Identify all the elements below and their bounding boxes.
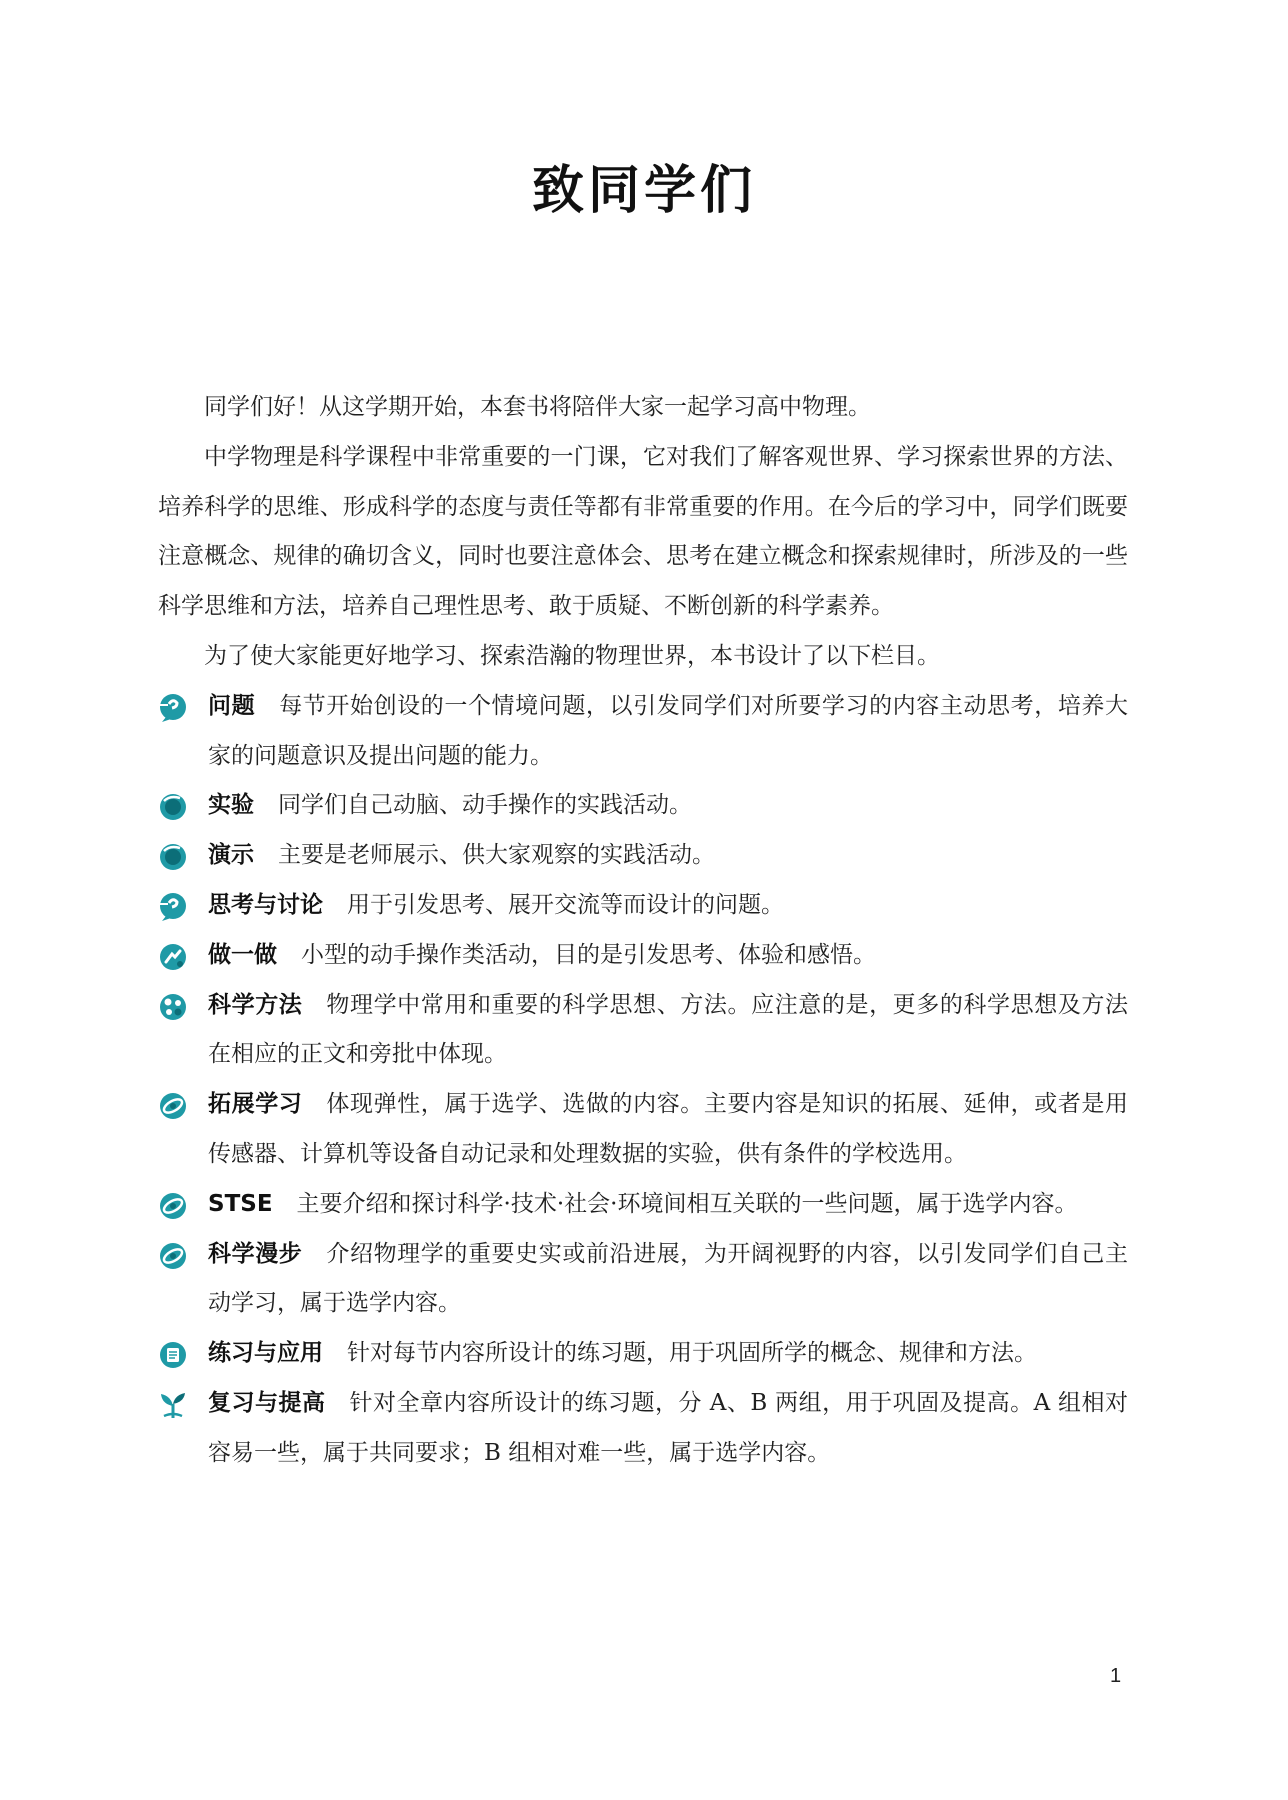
body-paragraph: 中学物理是科学课程中非常重要的一门课，它对我们了解客观世界、学习探索世界的方法、培养科学的思维、形成科学的态度与责任等都有非常重要的作用。在今后的学习中，同学们既要注意概念、规律的确切含义，同时也要注意体会、思考在建立概念和探索规律时，所涉及的一些科学思维和方法，培养自己理性思考、敢于质疑、不断创新的科学素养。	[158, 443, 1128, 620]
feature-item-experiment	[158, 781, 1128, 831]
feature-description: 同学们自己动脑、动手操作的实践活动。	[278, 792, 692, 819]
feature-description: 介绍物理学的重要史实或前沿进展，为开阔视野的内容，以引发同学们自己主动学习，属于选学内容。	[208, 1240, 1129, 1317]
discussion-bubble-icon	[158, 892, 188, 922]
notebook-icon	[158, 1340, 188, 1370]
feature-label: 复习与提高	[208, 1389, 326, 1416]
experiment-circle-icon	[158, 792, 188, 822]
feature-description: 物理学中常用和重要的科学思想、方法。应注意的是，更多的科学思想及方法在相应的正文和旁批中体现。	[208, 991, 1129, 1068]
feature-item-stse	[158, 1180, 1128, 1230]
feature-label: 问题	[208, 692, 256, 719]
question-bubble-icon	[158, 693, 188, 723]
feature-item-hands-on	[158, 931, 1128, 981]
feature-item-demonstration	[158, 831, 1128, 881]
molecule-icon	[158, 992, 188, 1022]
feature-label: 科学方法	[208, 991, 303, 1018]
feature-label: 科学漫步	[208, 1240, 303, 1267]
feature-item-science-walk	[158, 1230, 1128, 1330]
feature-description: 主要介绍和探讨科学·技术·社会·环境间相互关联的一些问题，属于选学内容。	[296, 1190, 1078, 1217]
feature-label: 拓展学习	[208, 1091, 303, 1118]
columns-intro-paragraph: 为了使大家能更好地学习、探索浩瀚的物理世界，本书设计了以下栏目。	[204, 642, 940, 669]
feature-item-extended-learning	[158, 1080, 1128, 1180]
feature-item-scientific-method	[158, 981, 1128, 1081]
feature-label: 做一做	[208, 941, 277, 968]
intro-paragraph: 同学们好！从这学期开始，本套书将陪伴大家一起学习高中物理。	[204, 394, 871, 420]
feature-description: 每节开始创设的一个情境问题，以引发同学们对所要学习的内容主动思考，培养大家的问题意识及提出问题的能力。	[208, 692, 1129, 769]
orbit-icon	[158, 1091, 188, 1121]
orbit-icon	[158, 1191, 188, 1221]
hand-activity-icon	[158, 942, 188, 972]
feature-description: 小型的动手操作类活动，目的是引发思考、体验和感悟。	[301, 941, 876, 968]
demonstration-circle-icon	[158, 842, 188, 872]
feature-label: 思考与讨论	[208, 891, 323, 918]
feature-description: 用于引发思考、展开交流等而设计的问题。	[347, 891, 784, 918]
page-number: 1	[1110, 1665, 1122, 1687]
sprout-icon	[158, 1390, 188, 1420]
page-title: 致同学们	[531, 160, 756, 221]
feature-description: 主要是老师展示、供大家观察的实践活动。	[278, 842, 715, 869]
feature-label: 实验	[208, 792, 254, 819]
feature-item-review	[158, 1379, 1128, 1479]
main-content	[158, 383, 1128, 1479]
orbit-icon	[158, 1241, 188, 1271]
feature-item-question	[158, 682, 1128, 782]
feature-item-practice	[158, 1329, 1128, 1379]
feature-description: 体现弹性，属于选学、选做的内容。主要内容是知识的拓展、延伸，或者是用传感器、计算机等设备自动记录和处理数据的实验，供有条件的学校选用。	[208, 1091, 1129, 1167]
feature-label: 演示	[208, 842, 254, 869]
feature-description: 针对全章内容所设计的练习题，分 A、B 两组，用于巩固及提高。A 组相对容易一些，属于共同要求；B 组相对难一些，属于选学内容。	[208, 1389, 1129, 1466]
feature-label: 练习与应用	[208, 1340, 323, 1367]
feature-item-discussion	[158, 881, 1128, 931]
feature-description: 针对每节内容所设计的练习题，用于巩固所学的概念、规律和方法。	[347, 1340, 1037, 1367]
feature-label: STSE	[208, 1190, 273, 1217]
